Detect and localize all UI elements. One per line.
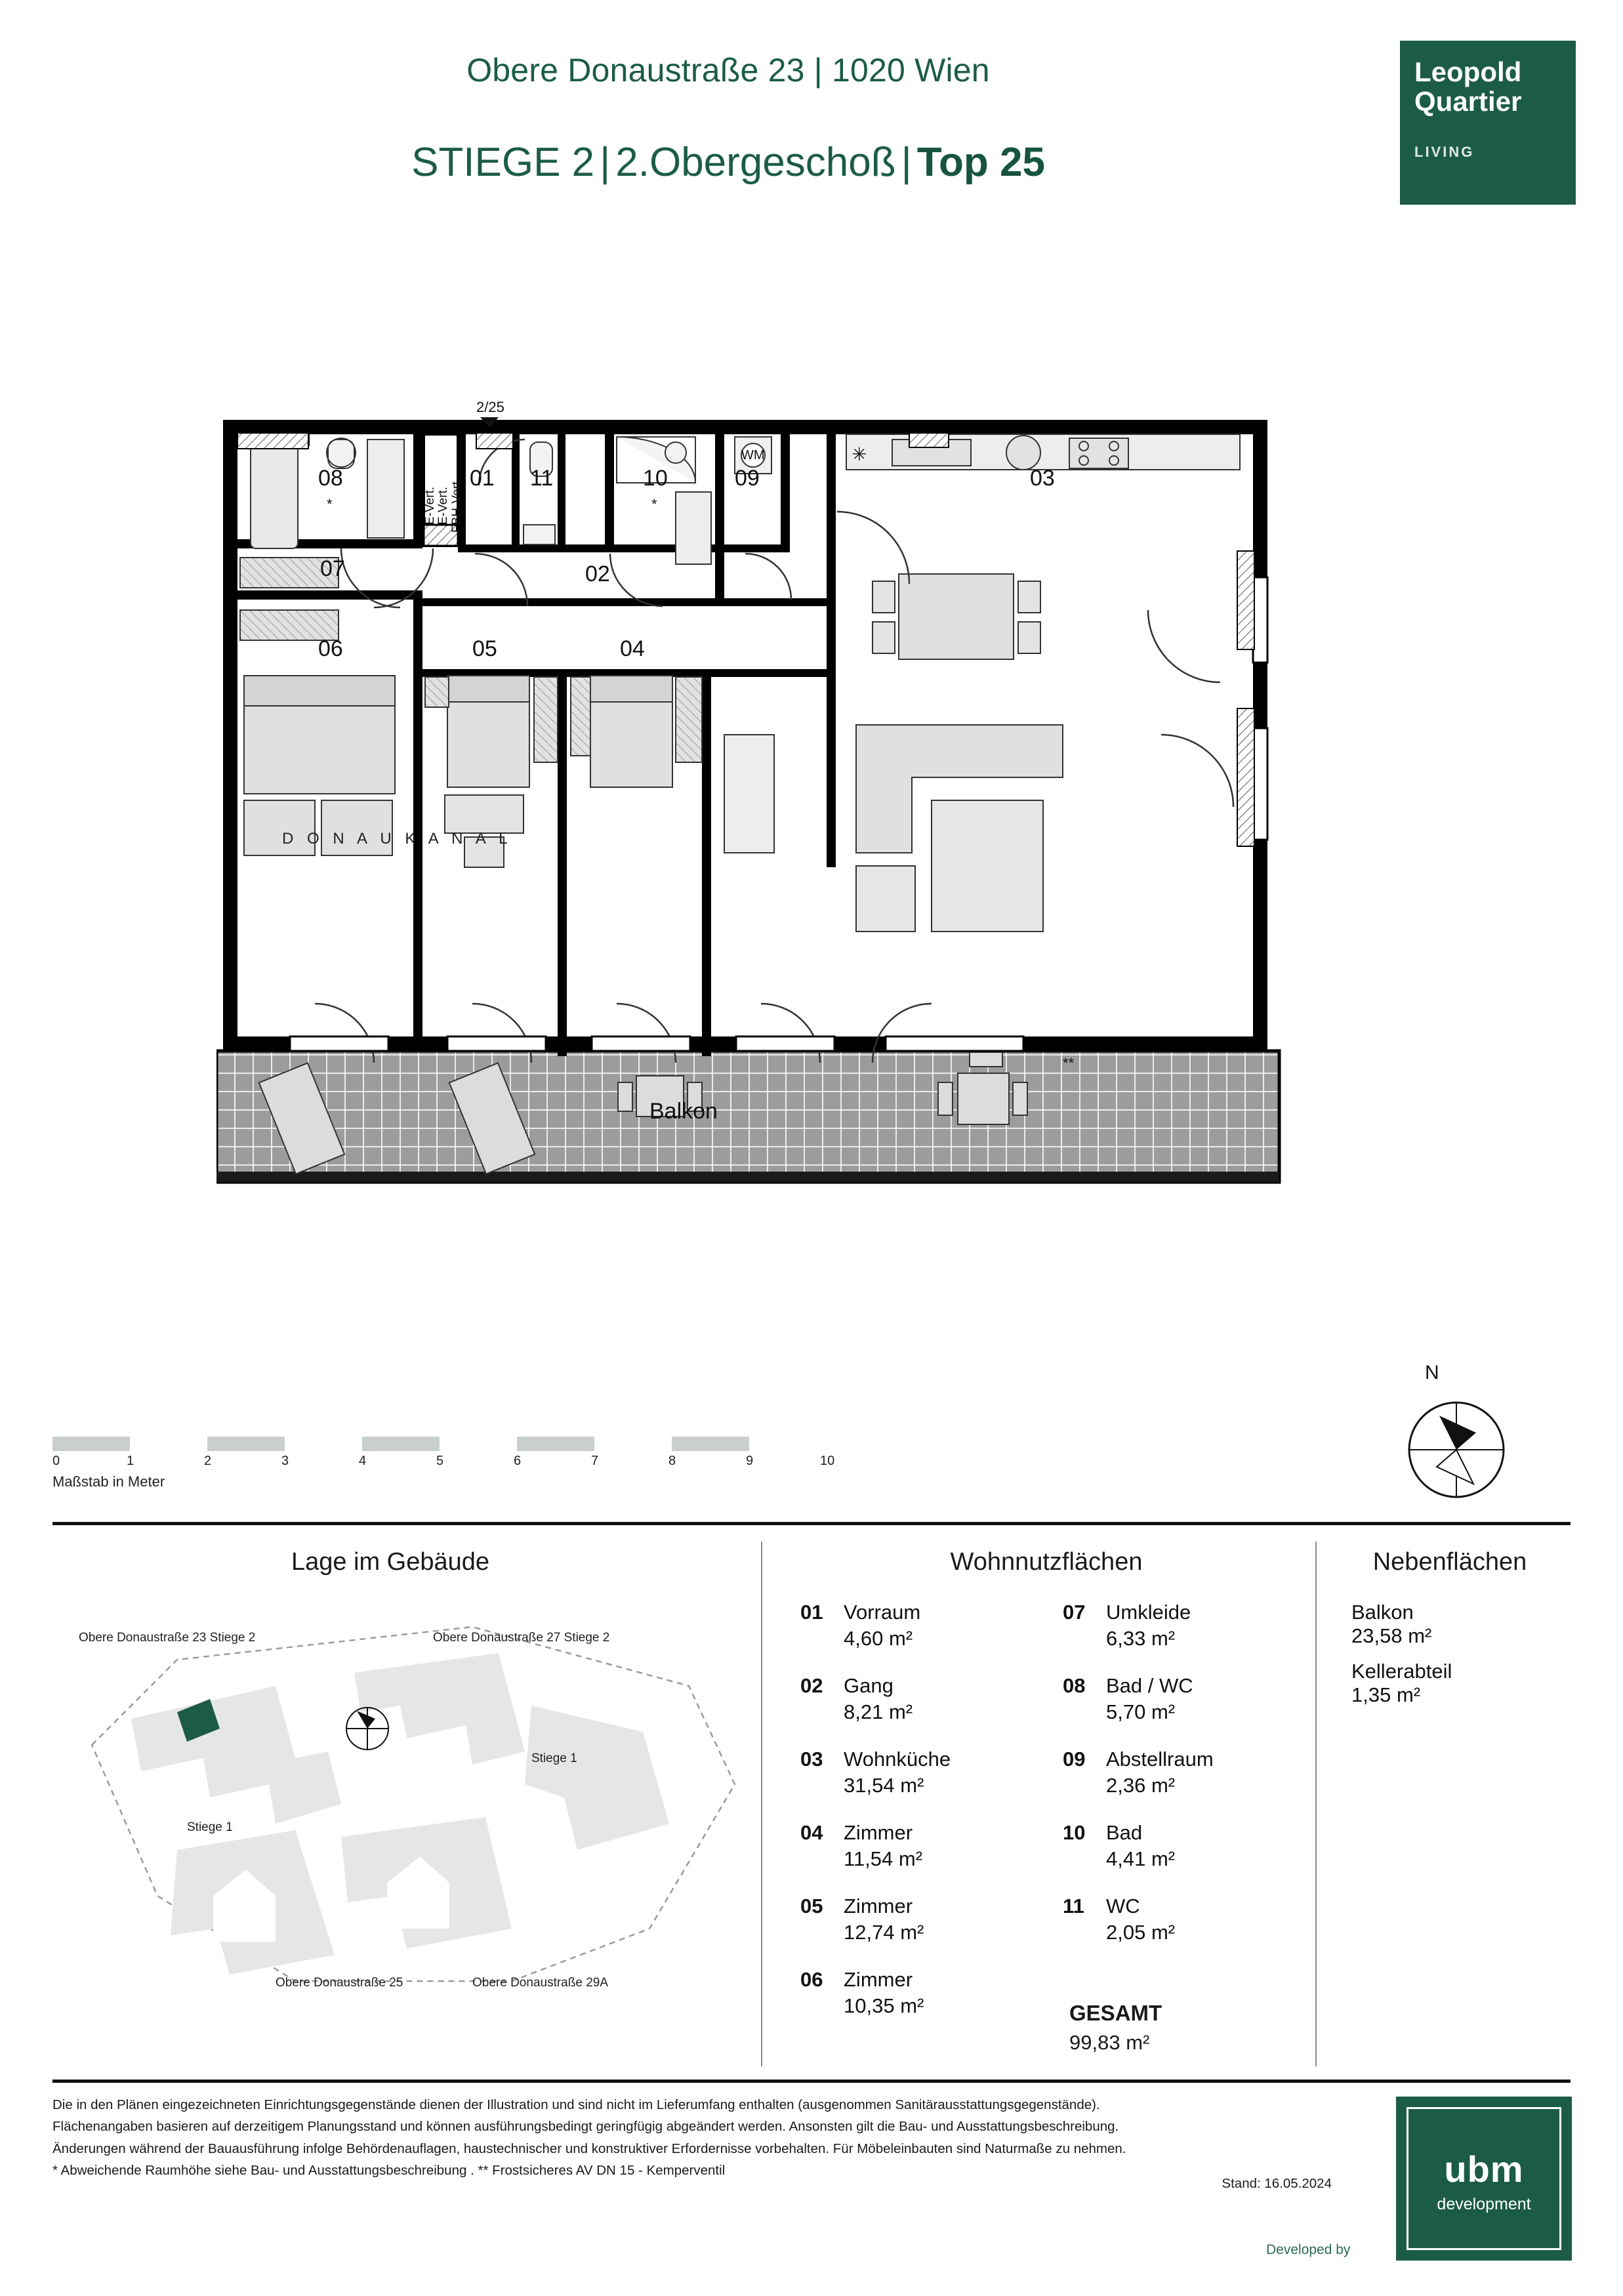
total-label: GESAMT — [1069, 2001, 1162, 2025]
disclaimer-line-2: Flächenangaben basieren auf derzeitigem Planungsstand und können ausführungsbedingt geringfügig abgeändert werden. Ansonsten gilt die Bau- und Ausstattungsbeschreibung. — [52, 2119, 1119, 2135]
total-area-block — [1069, 2001, 1162, 2055]
room-entry-number: 01 — [800, 1601, 823, 1624]
scale-tick-2: 2 — [204, 1454, 212, 1468]
site-label-5: Obere Donaustraße 29A — [472, 1976, 609, 1990]
room-entry — [800, 1895, 1063, 1958]
floorplan-drawing — [216, 394, 1397, 1312]
living-areas-column-2 — [1063, 1601, 1325, 1968]
room-entry-name: Abstellraum — [1106, 1748, 1214, 1771]
secondary-area-value: 23,58 m² — [1351, 1624, 1432, 1647]
secondary-areas-section — [1332, 1542, 1574, 1935]
living-areas-section — [787, 1542, 1325, 2080]
ubm-logo-name: ubm — [1444, 2148, 1524, 2190]
room-entry-number: 09 — [1063, 1748, 1086, 1771]
floor-label: 2.Obergeschoß — [615, 140, 896, 185]
room-entry-name: Gang — [844, 1674, 894, 1697]
leopold-quartier-logo — [1400, 41, 1576, 205]
scale-tick-10: 10 — [820, 1454, 835, 1468]
secondary-area-name: Balkon — [1351, 1601, 1414, 1624]
room-entry-number: 03 — [800, 1748, 823, 1771]
secondary-areas-title: Nebenflächen — [1372, 1548, 1527, 1576]
status-date: Stand: 16.05.2024 — [1222, 2176, 1332, 2191]
room-entry — [1063, 1748, 1325, 1811]
room-label-03: 03 — [1030, 466, 1055, 491]
room-entry-area: 2,36 m² — [1106, 1774, 1176, 1797]
room-entry — [1063, 1601, 1325, 1664]
secondary-area-value: 1,35 m² — [1351, 1683, 1421, 1706]
developed-by-label: Developed by — [1266, 2242, 1351, 2257]
divider-bottom — [52, 2080, 1571, 2083]
logo-line-3: LIVING — [1414, 144, 1475, 161]
room-entry — [800, 1968, 1063, 2031]
scale-tick-8: 8 — [668, 1454, 676, 1468]
scale-segment-4 — [594, 1437, 672, 1451]
riser-label-3: FBH-Vert. — [450, 478, 464, 533]
scale-tick-9: 9 — [746, 1454, 754, 1468]
disclaimer-line-3: Änderungen während der Bauausführung infolge Behördenauflagen, haustechnischer und konstruktiver Erfordernisse vorbehalten. Für Möbeleinbauten sind Naturmaße zu nehmen. — [52, 2141, 1126, 2156]
ubm-logo — [1396, 2097, 1572, 2261]
room-entry — [1063, 1895, 1325, 1958]
site-label-0: Obere Donaustraße 23 Stiege 2 — [79, 1631, 256, 1645]
site-label-2: Stiege 1 — [531, 1752, 577, 1765]
room-entry-name: Wohnküche — [844, 1748, 951, 1771]
room-entry-area: 6,33 m² — [1106, 1627, 1176, 1650]
scale-tick-6: 6 — [514, 1454, 522, 1468]
site-label-1: Obere Donaustraße 27 Stiege 2 — [433, 1631, 610, 1645]
room-entry-area: 8,21 m² — [844, 1700, 913, 1723]
logo-line-2: Quartier — [1414, 85, 1522, 117]
riser-label-1: E-Vert. — [423, 486, 437, 525]
room-entry-area: 5,70 m² — [1106, 1700, 1176, 1723]
site-label-4: Obere Donaustraße 25 — [276, 1976, 403, 1990]
room-10-star: * — [651, 496, 657, 512]
room-entry-area: 4,41 m² — [1106, 1847, 1176, 1870]
scale-tick-7: 7 — [591, 1454, 599, 1468]
door-tag-text: 2/25 — [476, 399, 504, 415]
room-label-11: 11 — [530, 466, 554, 491]
logo-line-1: Leopold — [1414, 56, 1522, 87]
site-map — [79, 1588, 754, 2047]
room-entry-name: Umkleide — [1106, 1601, 1191, 1624]
room-entry-name: Bad / WC — [1106, 1674, 1193, 1697]
room-entry-area: 2,05 m² — [1106, 1921, 1176, 1944]
wall-openings — [290, 577, 1267, 1051]
room-entry-area: 4,60 m² — [844, 1627, 913, 1650]
room-label-09: 09 — [735, 466, 760, 491]
room-label-05: 05 — [472, 636, 497, 661]
footer-disclaimer — [52, 2096, 1332, 2191]
room-label-01: 01 — [470, 466, 495, 491]
title-separator-1: | — [600, 140, 611, 185]
room-entry-name: Zimmer — [844, 1968, 913, 1991]
room-label-07: 07 — [320, 556, 345, 581]
scale-tick-5: 5 — [436, 1454, 444, 1468]
secondary-area-entry — [1351, 1601, 1452, 1648]
room-entry-area: 12,74 m² — [844, 1921, 924, 1944]
site-compass-icon — [346, 1708, 388, 1750]
room-08-star: * — [327, 496, 333, 512]
room-entry-number: 04 — [800, 1821, 823, 1844]
living-areas-column-1 — [800, 1601, 1063, 2041]
fixtures-and-furniture — [240, 434, 1240, 932]
scale-tick-3: 3 — [281, 1454, 289, 1468]
compass-north-label: N — [1425, 1362, 1439, 1384]
secondary-area-name: Kellerabteil — [1351, 1660, 1452, 1683]
total-area: 99,83 m² — [1069, 2031, 1150, 2054]
compass-rose — [1384, 1364, 1535, 1515]
page-address: Obere Donaustraße 23 | 1020 Wien — [466, 52, 990, 89]
room-entry — [800, 1748, 1063, 1811]
room-entry-area: 11,54 m² — [844, 1847, 923, 1870]
room-entry-name: Vorraum — [844, 1601, 921, 1624]
scale-tick-0: 0 — [52, 1454, 60, 1468]
scale-ticks — [52, 1454, 905, 1473]
room-entry — [800, 1821, 1063, 1884]
secondary-areas-list — [1351, 1601, 1452, 1719]
washing-machine-label: WM — [741, 448, 765, 462]
title-separator-2: | — [901, 140, 912, 185]
page-title — [118, 139, 1338, 186]
divider-top — [52, 1522, 1571, 1525]
room-label-06: 06 — [318, 636, 343, 661]
room-entry — [1063, 1821, 1325, 1884]
room-entry-number: 11 — [1063, 1895, 1084, 1917]
secondary-area-entry — [1351, 1660, 1452, 1707]
room-entry-number: 06 — [800, 1968, 823, 1991]
room-entry-number: 10 — [1063, 1821, 1086, 1844]
scale-tick-4: 4 — [359, 1454, 367, 1468]
room-label-02: 02 — [585, 562, 610, 586]
scale-track — [52, 1437, 827, 1451]
room-entry-number: 07 — [1063, 1601, 1086, 1624]
scale-caption: Maßstab in Meter — [52, 1473, 165, 1490]
room-entry-number: 08 — [1063, 1674, 1086, 1697]
scale-bar — [52, 1437, 873, 1502]
living-areas-title: Wohnnutzflächen — [950, 1548, 1143, 1576]
room-label-08: 08 — [318, 466, 343, 491]
disclaimer-line-4: * Abweichende Raumhöhe siehe Bau- und Ausstattungsbeschreibung . ** Frostsicheres AV DN 15 - Kemperventil — [52, 2162, 726, 2178]
balcony-area — [216, 1051, 1279, 1182]
scale-segment-3 — [440, 1437, 517, 1451]
balcony-label: Balkon — [649, 1099, 718, 1124]
donaukanal-label: D O N A U K A N A L — [282, 830, 512, 848]
location-in-building-section — [52, 1542, 774, 2066]
frost-valve-mark: ** — [1063, 1055, 1075, 1071]
location-section-title: Lage im Gebäude — [291, 1548, 490, 1576]
document-header — [0, 0, 1623, 249]
disclaimer-line-1: Die in den Plänen eingezeichneten Einrichtungsgegenstände dienen der Illustration und sind nicht im Lieferumfang enthalten (ausgenommen Sanitärausstattungsgegenstände). — [52, 2097, 1100, 2112]
room-entry-area: 10,35 m² — [844, 1994, 924, 2017]
scale-segment-5 — [749, 1437, 827, 1451]
room-entry — [1063, 1674, 1325, 1737]
compass-icon — [1384, 1364, 1535, 1515]
room-entry — [800, 1674, 1063, 1737]
room-entry-number: 02 — [800, 1674, 823, 1697]
site-label-3: Stiege 1 — [187, 1820, 233, 1834]
room-label-04: 04 — [620, 636, 645, 661]
ubm-logo-subtitle: development — [1437, 2195, 1531, 2213]
room-entry-name: Bad — [1106, 1821, 1143, 1844]
room-label-10: 10 — [643, 466, 668, 491]
room-entry-name: WC — [1106, 1895, 1140, 1917]
scale-segment-2 — [285, 1437, 362, 1451]
top-label: Top 25 — [916, 140, 1045, 185]
room-entry-area: 31,54 m² — [844, 1774, 924, 1797]
room-entry-name: Zimmer — [844, 1895, 913, 1917]
riser-label-2: E-Vert. — [436, 486, 450, 525]
scale-tick-1: 1 — [127, 1454, 134, 1468]
stiege-label: STIEGE 2 — [411, 140, 595, 185]
kitchen-star: ✳ — [852, 444, 867, 464]
room-entry-number: 05 — [800, 1895, 823, 1917]
room-entry — [800, 1601, 1063, 1664]
scale-segment-1 — [130, 1437, 207, 1451]
room-entry-name: Zimmer — [844, 1821, 913, 1844]
